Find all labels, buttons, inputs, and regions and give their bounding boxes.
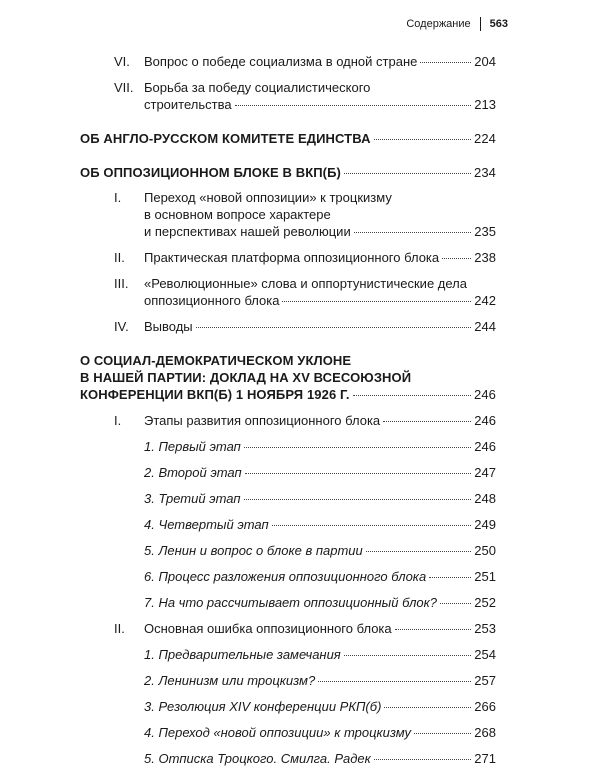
toc-entry-line: 3. Третий этап bbox=[144, 491, 241, 506]
dot-leader bbox=[235, 104, 472, 106]
header-title: Содержание bbox=[406, 18, 471, 30]
toc-entry-line: Основная ошибка оппозиционного блока bbox=[144, 621, 392, 636]
toc-entry-line: Борьба за победу социалистического bbox=[144, 80, 371, 95]
toc-page-number: 254 bbox=[474, 647, 496, 662]
toc-page-number: 252 bbox=[474, 595, 496, 610]
toc-entry-number: I. bbox=[114, 413, 122, 428]
toc-entry-line: и перспективах нашей революции bbox=[144, 224, 351, 239]
dot-leader bbox=[344, 654, 472, 656]
toc-entry-line: 7. На что рассчитывает оппозиционный блок? bbox=[144, 595, 438, 610]
table-of-contents bbox=[80, 44, 496, 767]
dot-leader bbox=[374, 138, 471, 140]
toc-entry-line: строительства bbox=[144, 97, 232, 112]
toc-entry-title bbox=[144, 750, 496, 767]
toc-entry-line: Переход «новой оппозиции» к троцкизму bbox=[144, 190, 392, 205]
toc-page-number: 244 bbox=[474, 319, 496, 334]
dot-leader bbox=[442, 257, 471, 259]
dot-leader bbox=[245, 472, 472, 474]
toc-entry[interactable] bbox=[80, 164, 496, 181]
toc-page-number: 248 bbox=[474, 491, 496, 506]
toc-entry-line: ОБ АНГЛО-РУССКОМ КОМИТЕТЕ ЕДИНСТВА bbox=[80, 131, 371, 146]
dot-leader bbox=[344, 172, 471, 174]
toc-entry-line: Практическая платформа оппозиционного блока bbox=[144, 250, 440, 265]
toc-entry[interactable] bbox=[80, 724, 496, 741]
dot-leader bbox=[282, 300, 471, 302]
toc-entry-title bbox=[144, 53, 496, 70]
toc-entry[interactable] bbox=[80, 438, 496, 455]
toc-entry-line: «Революционные» слова и оппортунистические дела bbox=[144, 276, 467, 291]
header-page-number: 563 bbox=[489, 18, 508, 30]
toc-entry-number: I. bbox=[114, 190, 122, 205]
toc-entry-line: 2. Ленинизм или троцкизм? bbox=[144, 673, 316, 688]
toc-entry-line: Выводы bbox=[144, 319, 193, 334]
toc-entry-title bbox=[144, 318, 496, 335]
toc-entry[interactable] bbox=[80, 516, 496, 533]
dot-leader bbox=[244, 446, 471, 448]
toc-entry-title bbox=[144, 698, 496, 715]
dot-leader bbox=[414, 732, 471, 734]
header-divider bbox=[480, 17, 481, 31]
toc-entry-number: VII. bbox=[114, 80, 134, 95]
toc-page-number: 213 bbox=[474, 97, 496, 112]
toc-entry-number: II. bbox=[114, 250, 125, 265]
toc-page-number: 251 bbox=[474, 569, 496, 584]
dot-leader bbox=[196, 326, 472, 328]
toc-page-number: 247 bbox=[474, 465, 496, 480]
toc-entry[interactable] bbox=[80, 79, 496, 113]
toc-page-number: 268 bbox=[474, 725, 496, 740]
toc-page-number: 271 bbox=[474, 751, 496, 766]
toc-page-number: 224 bbox=[474, 131, 496, 146]
toc-entry-number: IV. bbox=[114, 319, 129, 334]
toc-entry-title bbox=[144, 189, 496, 240]
toc-entry[interactable] bbox=[80, 568, 496, 585]
toc-entry[interactable] bbox=[80, 672, 496, 689]
toc-entry[interactable] bbox=[80, 542, 496, 559]
toc-entry-line: О СОЦИАЛ-ДЕМОКРАТИЧЕСКОМ УКЛОНЕ bbox=[80, 353, 352, 368]
toc-page-number: 242 bbox=[474, 293, 496, 308]
toc-entry[interactable] bbox=[80, 464, 496, 481]
toc-page-number: 234 bbox=[474, 165, 496, 180]
toc-entry-title bbox=[144, 412, 496, 429]
dot-leader bbox=[318, 680, 471, 682]
dot-leader bbox=[384, 706, 471, 708]
toc-entry-line: 4. Переход «новой оппозиции» к троцкизму bbox=[144, 725, 412, 740]
toc-entry[interactable] bbox=[80, 249, 496, 266]
toc-entry-title bbox=[144, 249, 496, 266]
dot-leader bbox=[420, 61, 471, 63]
toc-entry[interactable] bbox=[80, 53, 496, 70]
toc-entry-line: в основном вопросе характере bbox=[144, 207, 331, 222]
toc-entry-line: 1. Предварительные замечания bbox=[144, 647, 341, 662]
toc-entry-title bbox=[144, 490, 496, 507]
toc-entry[interactable] bbox=[80, 490, 496, 507]
toc-page-number: 204 bbox=[474, 54, 496, 69]
toc-entry-line: 6. Процесс разложения оппозиционного блока bbox=[144, 569, 427, 584]
toc-entry-title bbox=[144, 672, 496, 689]
toc-entry-title bbox=[144, 79, 496, 113]
toc-page-number: 246 bbox=[474, 413, 496, 428]
toc-entry-title bbox=[144, 620, 496, 637]
dot-leader bbox=[244, 498, 472, 500]
toc-entry-line: 1. Первый этап bbox=[144, 439, 241, 454]
toc-entry-line: 3. Резолюция XIV конференции РКП(б) bbox=[144, 699, 382, 714]
toc-entry-line: 4. Четвертый этап bbox=[144, 517, 269, 532]
toc-entry-title bbox=[144, 438, 496, 455]
running-header bbox=[406, 17, 508, 31]
toc-entry-title bbox=[80, 352, 496, 403]
toc-entry[interactable] bbox=[80, 594, 496, 611]
toc-page-number: 249 bbox=[474, 517, 496, 532]
toc-entry[interactable] bbox=[80, 750, 496, 767]
toc-entry-title bbox=[80, 130, 496, 147]
toc-entry-title bbox=[144, 464, 496, 481]
dot-leader bbox=[440, 602, 471, 604]
toc-entry[interactable] bbox=[80, 189, 496, 240]
dot-leader bbox=[272, 524, 472, 526]
toc-entry[interactable] bbox=[80, 646, 496, 663]
toc-entry-title bbox=[144, 568, 496, 585]
dot-leader bbox=[353, 394, 471, 396]
toc-entry-line: ОБ ОППОЗИЦИОННОМ БЛОКЕ В ВКП(Б) bbox=[80, 165, 341, 180]
toc-entry-title bbox=[144, 646, 496, 663]
toc-entry-title bbox=[144, 275, 496, 309]
toc-page-number: 238 bbox=[474, 250, 496, 265]
toc-entry-line: В НАШЕЙ ПАРТИИ: ДОКЛАД НА XV ВСЕСОЮЗНОЙ bbox=[80, 370, 412, 385]
toc-page-number: 257 bbox=[474, 673, 496, 688]
dot-leader bbox=[429, 576, 471, 578]
toc-entry-line: 2. Второй этап bbox=[144, 465, 242, 480]
toc-page-number: 253 bbox=[474, 621, 496, 636]
toc-entry[interactable] bbox=[80, 318, 496, 335]
toc-page-number: 250 bbox=[474, 543, 496, 558]
toc-entry-line: Этапы развития оппозиционного блока bbox=[144, 413, 381, 428]
toc-entry-line: оппозиционного блока bbox=[144, 293, 280, 308]
toc-entry-line: Вопрос о победе социализма в одной стране bbox=[144, 54, 418, 69]
toc-entry[interactable] bbox=[80, 130, 496, 147]
toc-page-number: 246 bbox=[474, 387, 496, 402]
toc-page-number: 246 bbox=[474, 439, 496, 454]
toc-entry[interactable] bbox=[80, 698, 496, 715]
toc-entry-title bbox=[144, 724, 496, 741]
toc-entry-title bbox=[80, 164, 496, 181]
toc-entry-line: 5. Ленин и вопрос о блоке в партии bbox=[144, 543, 363, 558]
toc-entry-line: 5. Отписка Троцкого. Смилга. Радек bbox=[144, 751, 371, 766]
toc-entry-number: III. bbox=[114, 276, 129, 291]
toc-entry-number: VI. bbox=[114, 54, 130, 69]
toc-entry-number: II. bbox=[114, 621, 125, 636]
toc-page-number: 235 bbox=[474, 224, 496, 239]
toc-entry-title bbox=[144, 542, 496, 559]
toc-entry[interactable] bbox=[80, 620, 496, 637]
toc-entry-title bbox=[144, 594, 496, 611]
toc-entry-title bbox=[144, 516, 496, 533]
toc-entry-line: КОНФЕРЕНЦИИ ВКП(Б) 1 НОЯБРЯ 1926 Г. bbox=[80, 387, 350, 402]
dot-leader bbox=[354, 231, 472, 233]
toc-entry[interactable] bbox=[80, 412, 496, 429]
toc-entry[interactable] bbox=[80, 275, 496, 309]
dot-leader bbox=[395, 628, 472, 630]
dot-leader bbox=[383, 420, 471, 422]
toc-entry[interactable] bbox=[80, 352, 496, 403]
toc-page-number: 266 bbox=[474, 699, 496, 714]
dot-leader bbox=[366, 550, 472, 552]
dot-leader bbox=[374, 758, 472, 760]
